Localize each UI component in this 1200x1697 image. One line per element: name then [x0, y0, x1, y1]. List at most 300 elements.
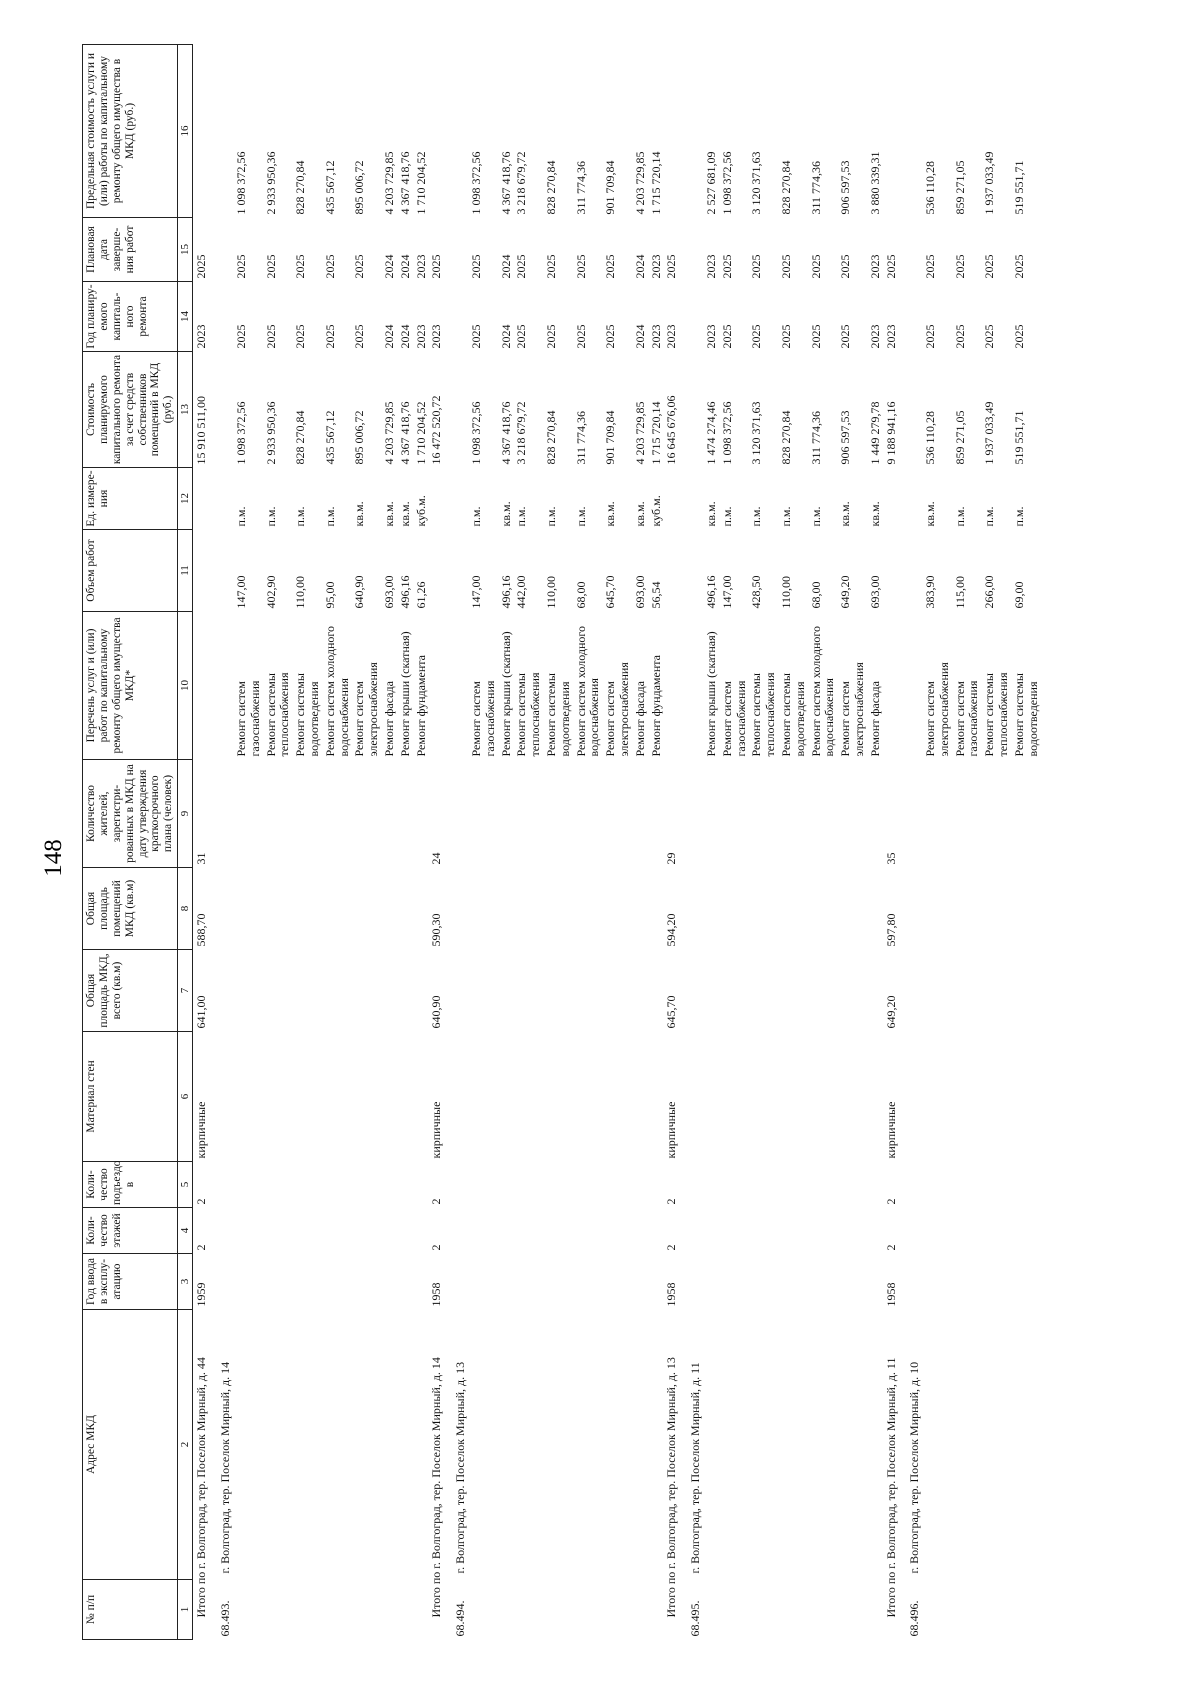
unit: п.м.	[293, 506, 308, 527]
empty-cell	[922, 1580, 952, 1640]
limit-cost: 4 203 729,85	[382, 151, 396, 215]
header-cell: Стоимость планируемого капитального ремонта за счет средств собственников помещений в МКД (руб.)	[83, 352, 178, 468]
empty-cell	[981, 1162, 1011, 1208]
planned-year: 2025	[923, 324, 938, 349]
empty-cell	[648, 1162, 664, 1208]
unit: п.м.	[322, 506, 337, 527]
entrances-count: 2	[194, 1198, 209, 1205]
planned-year: 2025	[322, 324, 337, 349]
work-row	[263, 45, 293, 1640]
unit: кв.м.	[603, 501, 618, 527]
empty-cell	[573, 1254, 603, 1310]
wall-material: кирпичные	[194, 1101, 209, 1159]
empty-cell	[397, 1580, 413, 1640]
work-cost: 1 715 720,14	[648, 401, 663, 465]
empty-cell	[952, 1032, 982, 1162]
empty-cell	[381, 1580, 397, 1640]
column-index: 16	[178, 45, 193, 218]
empty-cell	[573, 760, 603, 868]
limit-cost	[193, 45, 211, 218]
empty-cell	[922, 1032, 952, 1162]
planned-year: 2025	[514, 324, 529, 349]
commission-year: 1958	[664, 1282, 679, 1307]
entrances-count: 2	[664, 1198, 679, 1205]
limit-cost: 2 527 681,09	[703, 151, 718, 215]
empty-cell	[981, 1310, 1011, 1580]
works-list	[428, 612, 446, 760]
empty-cell	[703, 1032, 719, 1162]
empty-cell	[413, 1032, 429, 1162]
unit	[428, 468, 446, 530]
empty-cell	[573, 1162, 603, 1208]
empty-cell	[632, 1162, 648, 1208]
unit: п.м.	[514, 506, 529, 527]
empty-cell	[413, 1580, 429, 1640]
work-name: Ремонт системы теплоснабжения	[514, 672, 543, 757]
limit-cost: 859 271,05	[952, 160, 967, 215]
column-index: 2	[178, 1310, 193, 1580]
page-number: 148	[40, 839, 67, 877]
empty-cell	[543, 950, 573, 1032]
floors-count: 2	[883, 1244, 898, 1251]
empty-cell	[778, 1254, 808, 1310]
empty-cell	[867, 1254, 883, 1310]
work-cost: 1 474 274,46	[703, 401, 718, 465]
work-volume: 147,00	[234, 575, 249, 609]
row-number: 68.496.	[907, 1600, 922, 1637]
total-label: Итого по г. Волгоград, тер. Поселок Мирный, д. 13	[664, 1357, 679, 1618]
empty-cell	[233, 1208, 263, 1254]
limit-cost: 536 110,28	[923, 160, 938, 215]
empty-cell	[573, 950, 603, 1032]
limit-cost: 828 270,84	[293, 160, 308, 215]
unit: кв.м.	[632, 501, 647, 527]
total-cost: 16 472 520,72	[429, 395, 444, 465]
total-cost: 15 910 511,00	[194, 395, 209, 465]
unit: п.м.	[952, 506, 967, 527]
empty-cell	[292, 1310, 322, 1580]
empty-cell	[498, 1310, 514, 1580]
column-index: 8	[178, 868, 193, 950]
limit-cost: 311 774,36	[573, 160, 588, 215]
empty-cell	[922, 1310, 952, 1580]
empty-cell	[867, 1032, 883, 1162]
work-volume	[883, 530, 901, 612]
empty-cell	[778, 1580, 808, 1640]
total-row	[193, 45, 211, 1640]
header-cell: № п/п	[83, 1580, 178, 1640]
unit: куб.м.	[413, 495, 428, 527]
empty-cell	[543, 760, 573, 868]
empty-cell	[922, 868, 952, 950]
work-row	[351, 45, 381, 1640]
completion-year: 2025	[543, 254, 558, 279]
work-volume: 56,54	[648, 581, 663, 609]
header-cell: Коли-чество подъездо в	[83, 1162, 178, 1208]
planned-year: 2025	[982, 324, 997, 349]
completion-year: 2025	[952, 254, 967, 279]
total-area: 640,90	[429, 995, 444, 1029]
work-cost: 828 270,84	[293, 410, 308, 465]
empty-cell	[322, 1310, 352, 1580]
empty-cell	[602, 868, 632, 950]
limit-cost: 828 270,84	[543, 160, 558, 215]
planned-year: 2025	[543, 324, 558, 349]
total-area: 645,70	[664, 995, 679, 1029]
header-cell: Год планиру-емого капиталь-ного ремонта	[83, 282, 178, 352]
empty-cell	[322, 950, 352, 1032]
planned-year: 2025	[1011, 324, 1026, 349]
empty-cell	[543, 1254, 573, 1310]
building-address: г. Волгоград, тер. Поселок Мирный, д. 13	[453, 1361, 468, 1574]
unit: п.м.	[543, 506, 558, 527]
empty-cell	[233, 868, 263, 950]
work-cost: 435 567,12	[322, 410, 337, 465]
empty-cell	[981, 1032, 1011, 1162]
floors-count: 2	[429, 1244, 444, 1251]
empty-cell	[981, 1254, 1011, 1310]
work-row	[632, 45, 648, 1640]
limit-cost	[663, 45, 681, 218]
empty-cell	[381, 868, 397, 950]
limit-cost: 1 098 372,56	[719, 151, 734, 215]
empty-cell	[867, 1208, 883, 1254]
empty-cell	[468, 1580, 498, 1640]
empty-cell	[981, 868, 1011, 950]
empty-cell	[703, 1580, 719, 1640]
planned-year: 2025	[778, 324, 793, 349]
building-address: г. Волгоград, тер. Поселок Мирный, д. 11	[688, 1362, 703, 1574]
empty-cell	[808, 1032, 838, 1162]
work-row	[543, 45, 573, 1640]
work-volume	[428, 530, 446, 612]
work-volume: 442,00	[514, 575, 529, 609]
work-row	[602, 45, 632, 1640]
planned-year: 2024	[498, 324, 513, 349]
empty-cell	[233, 1254, 263, 1310]
empty-cell	[922, 950, 952, 1032]
limit-cost: 1 710 204,52	[413, 151, 428, 215]
row-number: 68.493.	[218, 1600, 233, 1637]
empty-cell	[543, 1310, 573, 1580]
work-volume: 496,16	[703, 575, 718, 609]
empty-cell	[513, 868, 543, 950]
work-name: Ремонт системы теплоснабжения	[982, 672, 1011, 757]
work-volume: 147,00	[719, 575, 734, 609]
header-row	[83, 45, 178, 1640]
empty-cell	[648, 868, 664, 950]
work-volume: 147,00	[468, 575, 483, 609]
empty-cell	[397, 1032, 413, 1162]
entrances-count: 2	[429, 1198, 444, 1205]
total-cost: 16 645 676,06	[664, 395, 679, 465]
planned-year: 2024	[382, 324, 396, 349]
empty-cell	[778, 1162, 808, 1208]
work-cost: 2 933 950,36	[263, 401, 278, 465]
column-index: 10	[178, 612, 193, 760]
work-cost: 1 449 279,78	[867, 401, 882, 465]
limit-cost	[883, 45, 901, 218]
entrances-count: 2	[883, 1198, 898, 1205]
empty-cell	[1011, 1310, 1041, 1580]
empty-cell	[263, 868, 293, 950]
premises-area: 594,20	[664, 913, 679, 947]
unit: п.м.	[573, 506, 588, 527]
work-name: Ремонт систем газоснабжения	[468, 680, 497, 757]
floors-count: 2	[664, 1244, 679, 1251]
empty-cell	[778, 1310, 808, 1580]
unit: куб.м.	[648, 495, 663, 527]
empty-cell	[952, 760, 982, 868]
empty-cell	[748, 1032, 778, 1162]
empty-cell	[263, 1254, 293, 1310]
work-row	[498, 45, 514, 1640]
work-name: Ремонт систем электроснабжения	[603, 662, 631, 757]
work-name: Ремонт системы теплоснабжения	[749, 672, 778, 757]
empty-cell	[263, 1310, 293, 1580]
planned-year: 2023	[648, 324, 663, 349]
empty-cell	[263, 760, 293, 868]
work-row	[922, 45, 952, 1640]
limit-cost: 828 270,84	[778, 160, 793, 215]
row-number: 68.494.	[453, 1600, 468, 1637]
commission-year: 1958	[883, 1282, 898, 1307]
planned-year: 2025	[749, 324, 764, 349]
empty-cell	[263, 950, 293, 1032]
empty-cell	[703, 950, 719, 1032]
work-volume: 649,20	[838, 575, 853, 609]
empty-cell	[322, 1208, 352, 1254]
empty-cell	[808, 950, 838, 1032]
work-row	[413, 45, 429, 1640]
work-name: Ремонт фундамента	[413, 655, 428, 757]
empty-cell	[648, 1254, 664, 1310]
empty-cell	[397, 1208, 413, 1254]
completion-year: 2023	[703, 254, 718, 279]
unit: кв.м.	[382, 501, 396, 527]
empty-cell	[837, 1580, 867, 1640]
empty-cell	[602, 1310, 632, 1580]
residents-count: 24	[429, 852, 444, 865]
total-cost: 9 188 941,16	[883, 401, 898, 465]
work-name: Ремонт систем газоснабжения	[234, 680, 262, 757]
empty-cell	[632, 1580, 648, 1640]
empty-cell	[808, 868, 838, 950]
empty-cell	[808, 1580, 838, 1640]
work-name: Ремонт фасада	[632, 681, 647, 757]
work-row	[1011, 45, 1041, 1640]
empty-cell	[602, 1162, 632, 1208]
empty-cell	[351, 868, 381, 950]
empty-cell	[778, 1208, 808, 1254]
work-cost: 4 203 729,85	[632, 401, 647, 465]
empty-cell	[1011, 868, 1041, 950]
work-row	[703, 45, 719, 1640]
empty-cell	[573, 1580, 603, 1640]
unit: п.м.	[778, 506, 793, 527]
empty-cell	[498, 868, 514, 950]
total-row	[428, 45, 446, 1640]
column-index: 12	[178, 468, 193, 530]
work-cost: 1 098 372,56	[234, 401, 249, 465]
work-cost: 519 551,71	[1011, 410, 1026, 465]
empty-cell	[648, 760, 664, 868]
premises-area: 597,80	[883, 913, 898, 947]
planned-year: 2025	[352, 324, 367, 349]
empty-cell	[719, 1032, 749, 1162]
work-name: Ремонт фасада	[382, 681, 396, 757]
empty-cell	[748, 760, 778, 868]
limit-cost: 4 203 729,85	[632, 151, 647, 215]
completion-year: 2025	[514, 254, 529, 279]
limit-cost: 1 098 372,56	[234, 151, 249, 215]
premises-area: 588,70	[194, 913, 209, 947]
empty-cell	[703, 1208, 719, 1254]
empty-cell	[632, 868, 648, 950]
empty-cell	[397, 1162, 413, 1208]
commission-year: 1958	[429, 1282, 444, 1307]
residents-count: 31	[194, 852, 209, 865]
empty-cell	[397, 868, 413, 950]
header-cell: Плановая дата заверше-ния работ	[83, 218, 178, 282]
empty-cell	[703, 1254, 719, 1310]
empty-cell	[513, 1254, 543, 1310]
empty-cell	[543, 1208, 573, 1254]
empty-cell	[952, 1310, 982, 1580]
unit: п.м.	[719, 506, 734, 527]
empty-cell	[381, 1032, 397, 1162]
completion-year: 2023	[648, 254, 663, 279]
completion-year: 2025	[883, 254, 898, 279]
completion-year: 2025	[664, 254, 679, 279]
empty-cell	[397, 1254, 413, 1310]
work-row	[981, 45, 1011, 1640]
unit: п.м.	[263, 506, 278, 527]
completion-year: 2025	[293, 254, 308, 279]
completion-year: 2025	[923, 254, 938, 279]
empty-cell	[837, 1162, 867, 1208]
empty-cell	[513, 1580, 543, 1640]
empty-cell	[292, 1580, 322, 1640]
work-name: Ремонт систем газоснабжения	[719, 680, 748, 757]
works-list	[663, 612, 681, 760]
completion-year: 2025	[1011, 254, 1026, 279]
header-cell: Количество жителей, зарегистри-рованных в МКД на дату утверждения краткосрочного плана (человек)	[83, 760, 178, 868]
planned-year: 2025	[263, 324, 278, 349]
empty-cell	[413, 868, 429, 950]
work-cost: 906 597,53	[838, 410, 853, 465]
empty-cell	[381, 1310, 397, 1580]
empty-cell	[233, 760, 263, 868]
work-volume: 645,70	[603, 575, 618, 609]
work-name: Ремонт систем холодного водоснабжения	[573, 625, 602, 757]
work-name: Ремонт фундамента	[648, 655, 663, 757]
empty-cell	[602, 1032, 632, 1162]
work-volume: 266,00	[982, 575, 997, 609]
planned-year: 2023	[867, 324, 882, 349]
empty-cell	[468, 1032, 498, 1162]
header-cell: Коли-чество этажей	[83, 1208, 178, 1254]
work-row	[808, 45, 838, 1640]
empty-cell	[468, 1208, 498, 1254]
column-index: 7	[178, 950, 193, 1032]
work-name: Ремонт системы водоотведения	[1011, 673, 1040, 757]
limit-cost: 895 006,72	[352, 160, 367, 215]
residents-count: 35	[883, 852, 898, 865]
empty-cell	[748, 1162, 778, 1208]
work-volume: 428,50	[749, 575, 764, 609]
empty-cell	[413, 1254, 429, 1310]
empty-cell	[867, 1162, 883, 1208]
unit: п.м.	[749, 506, 764, 527]
empty-cell	[263, 1162, 293, 1208]
work-row	[719, 45, 749, 1640]
empty-cell	[513, 950, 543, 1032]
empty-cell	[498, 1032, 514, 1162]
address-row	[900, 45, 922, 1640]
column-index: 9	[178, 760, 193, 868]
header-cell: Год ввода в эксплу-атацию	[83, 1254, 178, 1310]
empty-cell	[513, 1032, 543, 1162]
empty-cell	[981, 760, 1011, 868]
limit-cost: 3 880 339,31	[867, 151, 882, 215]
work-name: Ремонт крыши (скатная)	[703, 631, 718, 757]
empty-cell	[1011, 1580, 1041, 1640]
empty-cell	[808, 1310, 838, 1580]
work-name: Ремонт систем холодного водоснабжения	[808, 625, 837, 757]
limit-cost: 435 567,12	[322, 160, 337, 215]
column-index: 1	[178, 1580, 193, 1640]
work-name: Ремонт фасада	[867, 681, 882, 757]
empty-cell	[381, 760, 397, 868]
empty-cell	[648, 1208, 664, 1254]
unit	[663, 468, 681, 530]
work-name: Ремонт системы водоотведения	[293, 673, 322, 757]
empty-cell	[322, 868, 352, 950]
work-cost: 901 709,84	[603, 410, 618, 465]
completion-year: 2025	[778, 254, 793, 279]
empty-cell	[703, 1162, 719, 1208]
total-area: 649,20	[883, 995, 898, 1029]
work-volume	[193, 530, 211, 612]
empty-cell	[498, 950, 514, 1032]
empty-cell	[233, 950, 263, 1032]
empty-cell	[263, 1208, 293, 1254]
planned-year: 2023	[703, 324, 718, 349]
completion-year: 2024	[382, 254, 396, 279]
completion-year: 2024	[632, 254, 647, 279]
column-index: 13	[178, 352, 193, 468]
work-row	[648, 45, 664, 1640]
work-cost: 828 270,84	[543, 410, 558, 465]
completion-year: 2025	[603, 254, 618, 279]
work-volume: 110,00	[293, 575, 308, 609]
empty-cell	[1011, 1032, 1041, 1162]
empty-cell	[468, 1162, 498, 1208]
empty-cell	[922, 1254, 952, 1310]
empty-cell	[543, 1162, 573, 1208]
unit: п.м.	[468, 506, 483, 527]
work-cost: 1 098 372,56	[719, 401, 734, 465]
work-cost: 895 006,72	[352, 410, 367, 465]
empty-cell	[573, 1208, 603, 1254]
commission-year: 1959	[194, 1282, 209, 1307]
empty-cell	[648, 1310, 664, 1580]
work-cost: 536 110,28	[923, 410, 938, 465]
work-name: Ремонт системы водоотведения	[778, 673, 807, 757]
work-row	[952, 45, 982, 1640]
empty-cell	[381, 1162, 397, 1208]
